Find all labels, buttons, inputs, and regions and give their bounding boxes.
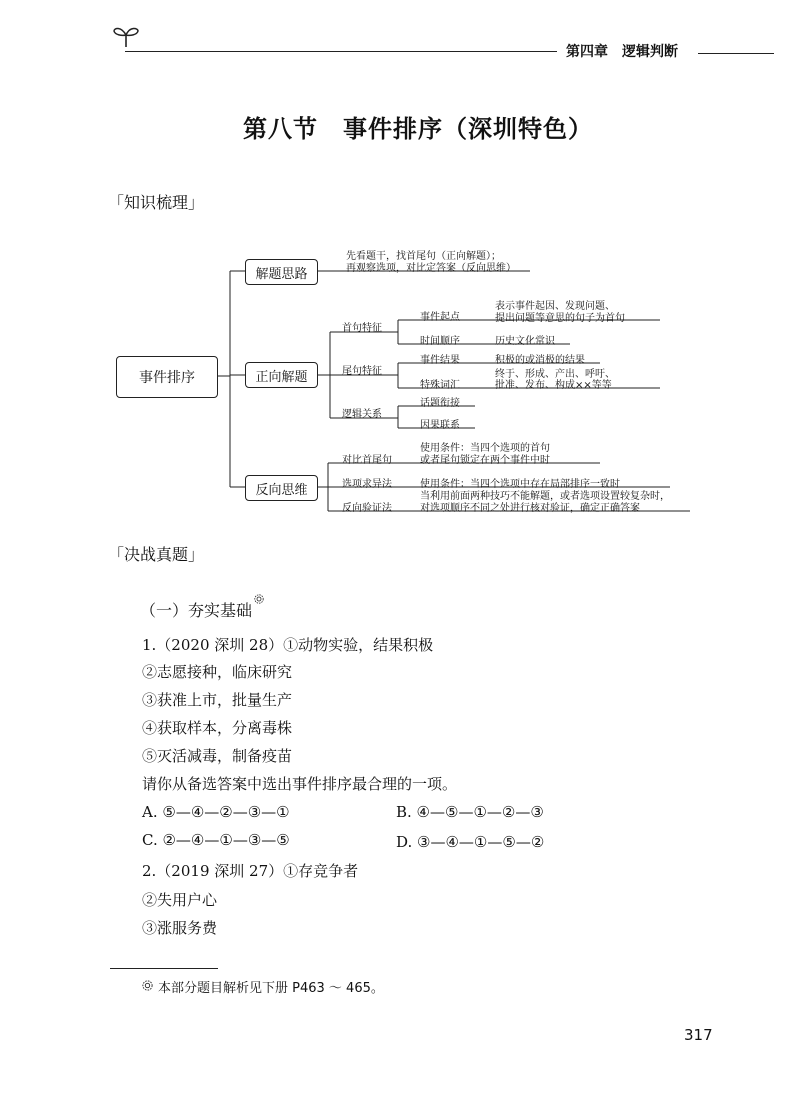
section-heading-knowledge: 「知识梳理」 — [108, 193, 205, 212]
topic-link: 话题衔接 — [420, 398, 460, 409]
event-start: 事件起点 — [420, 312, 460, 323]
method-compare-ends-desc-1: 使用条件：当四个选项的首句 — [420, 443, 550, 454]
mindmap-branch-approach: 解题思路 — [245, 259, 318, 285]
special-words-desc-2: 批准、发布、构成××等等 — [495, 380, 612, 391]
page-number: 317 — [684, 1026, 713, 1044]
method-difference: 选项求异法 — [342, 479, 392, 490]
mindmap-root: 事件排序 — [116, 356, 218, 398]
method-reverse-check-desc-2: 对选项顺序不同之处进行核对验证，确定正确答案 — [420, 503, 640, 514]
question-1-item-5: ⑤灭活减毒，制备疫苗 — [142, 747, 293, 765]
event-start-desc-1: 表示事件起因、发现问题、 — [495, 301, 615, 312]
question-1-option-c: C. ②—④—①—③—⑤ — [142, 831, 290, 849]
chapter-header: 第四章 逻辑判断 — [566, 44, 678, 60]
method-reverse-check: 反向验证法 — [342, 503, 392, 514]
event-start-desc-2: 提出问题等意思的句子为首句 — [495, 313, 625, 324]
first-sentence-feature: 首句特征 — [342, 323, 382, 334]
last-sentence-feature: 尾句特征 — [342, 366, 382, 377]
question-2-item-2: ②失用户心 — [142, 891, 218, 909]
method-compare-ends: 对比首尾句 — [342, 455, 392, 466]
page-title: 第八节 事件排序（深圳特色） — [243, 115, 593, 143]
event-result: 事件结果 — [420, 355, 460, 366]
question-1-option-d: D. ③—④—①—⑤—② — [396, 833, 545, 851]
method-reverse-check-desc-1: 当利用前面两种技巧不能解题，或者选项设置较复杂时， — [420, 491, 670, 502]
question-1-item-4: ④获取样本，分离毒株 — [142, 719, 293, 737]
cause-link: 因果联系 — [420, 420, 460, 431]
time-order: 时间顺序 — [420, 336, 460, 347]
question-2-stem: 2.（2019 深圳 27）①存竞争者 — [142, 862, 359, 880]
method-compare-ends-desc-2: 或者尾句锁定在两个事件中时 — [420, 455, 550, 466]
approach-line-1: 先看题干，找首尾句（正向解题）； — [346, 251, 501, 262]
question-1-item-2: ②志愿接种，临床研究 — [142, 663, 293, 681]
method-difference-desc: 使用条件：当四个选项中存在局部排序一致时 — [420, 479, 620, 490]
section-heading-exam: 「决战真题」 — [108, 545, 205, 564]
subsection-heading: （一）夯实基础 — [140, 601, 253, 620]
special-words: 特殊词汇 — [420, 380, 460, 391]
time-order-desc: 历史文化常识 — [495, 336, 555, 347]
approach-line-2: 再观察选项，对比定答案（反向思维） — [346, 263, 516, 274]
mindmap-branch-forward: 正向解题 — [245, 362, 318, 388]
logic-relation: 逻辑关系 — [342, 409, 382, 420]
footnote-text: 本部分题目解析见下册 P463 ～ 465。 — [158, 981, 384, 996]
question-1-stem: 1.（2020 深圳 28）①动物实验，结果积极 — [142, 636, 434, 654]
mindmap-branch-reverse: 反向思维 — [245, 475, 318, 501]
event-result-desc: 积极的或消极的结果 — [495, 355, 585, 366]
footnote-flower-icon — [142, 980, 153, 991]
question-1-option-a: A. ⑤—④—②—③—① — [142, 803, 290, 821]
special-words-desc-1: 终于、形成、产出、呼吁、 — [495, 369, 615, 380]
flower-mark-icon — [254, 594, 264, 604]
question-1-option-b: B. ④—⑤—①—②—③ — [396, 803, 544, 821]
question-1-item-3: ③获准上市，批量生产 — [142, 691, 293, 709]
footnote-rule — [110, 968, 218, 969]
question-1-prompt: 请你从备选答案中选出事件排序最合理的一项。 — [142, 775, 458, 793]
question-2-item-3: ③涨服务费 — [142, 919, 218, 937]
